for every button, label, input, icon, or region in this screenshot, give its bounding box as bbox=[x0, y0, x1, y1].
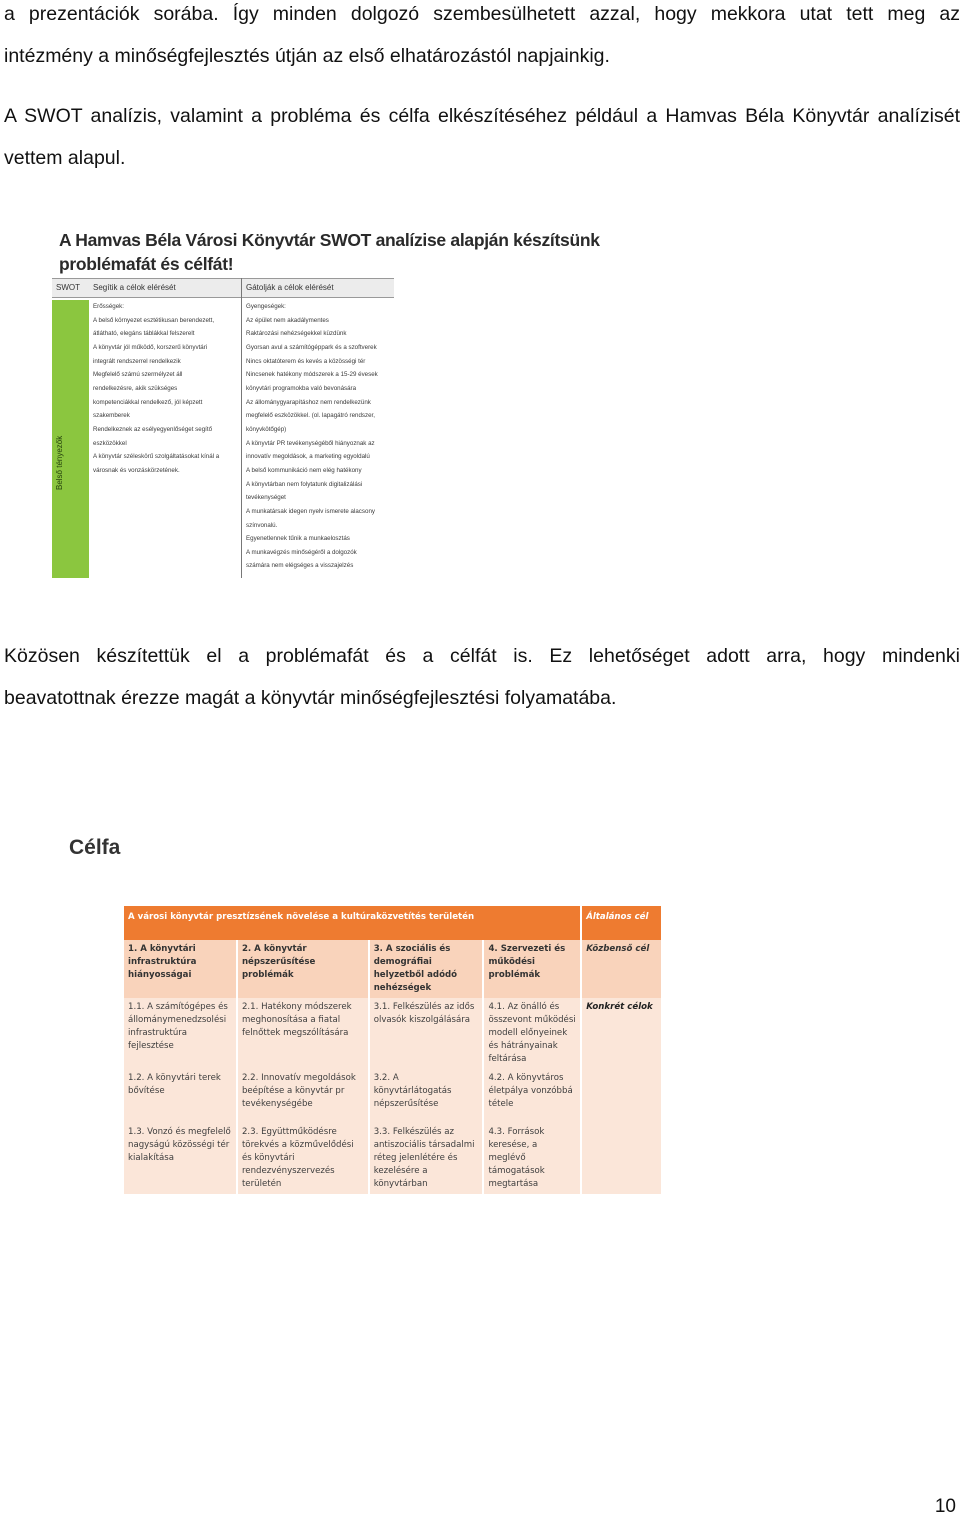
celfa-goal-1-1: 1.1. A számítógépes és állománymenedzsolési infrastruktúra fejlesztése bbox=[124, 998, 237, 1069]
celfa-concrete-row-1 bbox=[124, 998, 662, 1069]
strength-item: kompetenciákkal rendelkező, jól képzett bbox=[93, 398, 203, 406]
weakness-item: Gyorsan avul a számítógéppark és a szoftverek bbox=[246, 343, 377, 351]
swot-table bbox=[52, 278, 394, 578]
weakness-item: Az épület nem akadálymentes bbox=[246, 316, 329, 324]
celfa-intermediate-3: 3. A szociális és demográfiai helyzetből adódó nehézségek bbox=[369, 940, 484, 998]
celfa-concrete-row-3 bbox=[124, 1123, 662, 1194]
swot-weaknesses bbox=[242, 300, 394, 578]
celfa-goal-1-2: 1.2. A könyvtári terek bővítése bbox=[124, 1069, 237, 1123]
swot-internal-factors-band bbox=[52, 300, 89, 578]
celfa-table bbox=[124, 906, 663, 1194]
intro-line-2: intézmény a minőségfejlesztés útján az első elhatározástól napjainkig. bbox=[4, 45, 610, 67]
celfa-goal-4-2: 4.2. A könyvtáros életpálya vonzóbbá tétele bbox=[483, 1069, 581, 1123]
weakness-item: A munkatársak idegen nyelv ismerete alacsony bbox=[246, 507, 375, 515]
weakness-item: A belső kommunikáció nem elég hatékony bbox=[246, 466, 362, 474]
celfa-intermediate-row bbox=[124, 940, 662, 998]
celfa-goal-3-2: 3.2. A könyvtárlátogatás népszerűsítése bbox=[369, 1069, 484, 1123]
celfa-empty-cell bbox=[581, 1123, 662, 1194]
swot-side-label: Belső tényezők bbox=[55, 435, 64, 490]
celfa-general-row bbox=[124, 906, 662, 940]
weakness-item: innovatív megoldások, a marketing egyoldalú bbox=[246, 453, 370, 461]
celfa-general-goal: A városi könyvtár presztízsének növelése a kultúraközvetítés területén bbox=[124, 906, 581, 940]
middle-line-2: beavatottnak érezze magát a könyvtár minőségfejlesztési folyamatába. bbox=[4, 687, 617, 709]
strength-item: városnak és vonzáskörzetének. bbox=[93, 466, 180, 474]
swot-intro-line-1: A SWOT analízis, valamint a probléma és célfa elkészítéséhez például a Hamvas Béla Könyvtár analízisét bbox=[4, 105, 960, 127]
celfa-general-label: Általános cél bbox=[581, 906, 662, 940]
weakness-item: A könyvtár PR tevékenységéből hiányoznak az bbox=[246, 439, 375, 447]
weakness-item: számára nem elégséges a visszajelzés bbox=[246, 562, 354, 570]
weakness-item: megfelelő eszközökkel. (ol. lapagátró rendszer, bbox=[246, 412, 375, 420]
strength-item: A könyvtár széleskörű szolgáltatásokat kínál a bbox=[93, 453, 220, 461]
weakness-item: A könyvtárban nem folytatunk digitalizálási bbox=[246, 480, 363, 488]
weakness-item: Az állománygyarapításhoz nem rendelkezünk bbox=[246, 398, 371, 406]
swot-title-line-2: problémafát és célfát! bbox=[59, 254, 234, 274]
celfa-intermediate-2: 2. A könyvtár népszerűsítése problémák bbox=[237, 940, 369, 998]
celfa-goal-2-2: 2.2. Innovatív megoldások beépítése a könyvtár pr tevékenységébe bbox=[237, 1069, 369, 1123]
strength-item: eszközökkel bbox=[93, 439, 127, 447]
swot-intro-line-2: vettem alapul. bbox=[4, 147, 126, 169]
celfa-intermediate-4: 4. Szervezeti és működési problémák bbox=[483, 940, 581, 998]
strength-item: rendelkezésre, akik szükséges bbox=[93, 384, 178, 392]
weakness-item: könyvtári programokba való bevonására bbox=[246, 384, 357, 392]
middle-line-1: Közösen készítettük el a problémafát és a célfát is. Ez lehetőséget adott arra, hogy mindenki bbox=[4, 645, 960, 667]
weakness-item: színvonalú. bbox=[246, 521, 278, 529]
celfa-title: Célfa bbox=[69, 836, 121, 859]
swot-title bbox=[59, 228, 619, 276]
weakness-item: Nincsenek hatékony módszerek a 15-29 évesek bbox=[246, 371, 378, 379]
strength-item: szakemberek bbox=[93, 412, 130, 420]
middle-paragraph bbox=[4, 635, 960, 719]
swot-head-right: Gátolják a célok elérését bbox=[242, 278, 394, 298]
strength-item: Rendelkeznek az esélyegyenlőséget segítő bbox=[93, 425, 213, 433]
weakness-item: tevékenységet bbox=[246, 494, 286, 502]
celfa-goal-4-1: 4.1. Az önálló és összevont működési modell előnyeinek és hátrányainak feltárása bbox=[483, 998, 581, 1069]
celfa-goal-3-3: 3.3. Felkészülés az antiszociális társadalmi réteg jelenlétére és kezelésére a könyvtárban bbox=[369, 1123, 484, 1194]
swot-title-line-1: A Hamvas Béla Városi Könyvtár SWOT analízise alapján készítsünk bbox=[59, 230, 600, 250]
celfa-intermediate-label: Közbenső cél bbox=[581, 940, 662, 998]
celfa-goal-3-1: 3.1. Felkészülés az idős olvasók kiszolgálására bbox=[369, 998, 484, 1069]
weakness-item: A munkavégzés minőségéről a dolgozók bbox=[246, 548, 357, 556]
celfa-goal-4-3: 4.3. Források keresése, a meglévő támogatások megtartása bbox=[483, 1123, 581, 1194]
strength-item: átlátható, elegáns táblákkal felszerelt bbox=[93, 330, 195, 338]
strength-item: A belső környezet esztétikusan berendezett, bbox=[93, 316, 215, 324]
weakness-item: Gyengeségek: bbox=[246, 303, 286, 310]
celfa-concrete-label: Konkrét célok bbox=[581, 998, 662, 1069]
intro-paragraph bbox=[4, 0, 960, 77]
celfa-concrete-row-2 bbox=[124, 1069, 662, 1123]
celfa-goal-2-1: 2.1. Hatékony módszerek meghonosítása a fiatal felnőttek megszólítására bbox=[237, 998, 369, 1069]
swot-strengths bbox=[89, 300, 241, 578]
celfa-figure bbox=[68, 832, 668, 1197]
weakness-item: könyvkötőgép) bbox=[246, 425, 287, 433]
celfa-goal-2-3: 2.3. Együttműködésre törekvés a közművelődési és könyvtári rendezvényszervezés területén bbox=[237, 1123, 369, 1194]
intro-line-1: a prezentációk sorába. Így minden dolgozó szembesülhetett azzal, hogy mekkora utat tett meg az bbox=[4, 3, 960, 25]
weakness-item: Raktározási nehézségekkel küzdünk bbox=[246, 330, 347, 338]
celfa-empty-cell bbox=[581, 1069, 662, 1123]
swot-head-left: Segítik a célok elérését bbox=[89, 278, 241, 298]
strength-item: A könyvtár jól működő, korszerű könyvtári bbox=[93, 343, 208, 351]
strength-item: Megfelelő számú szermélyzet áll bbox=[93, 371, 183, 379]
swot-figure bbox=[52, 226, 612, 580]
strength-item: integrált rendszerrel rendelkezik bbox=[93, 357, 181, 365]
celfa-intermediate-1: 1. A könyvtári infrastruktúra hiányosságai bbox=[124, 940, 237, 998]
celfa-goal-1-3: 1.3. Vonzó és megfelelő nagyságú közösségi tér kialakítása bbox=[124, 1123, 237, 1194]
page-number: 10 bbox=[934, 1496, 956, 1517]
strength-item: Erősségek: bbox=[93, 303, 124, 310]
weakness-item: Nincs oktatóterem és kevés a közösségi tér bbox=[246, 357, 366, 365]
weakness-item: Egyenetlennek tűnik a munkaelosztás bbox=[246, 535, 350, 543]
swot-intro-paragraph bbox=[4, 95, 960, 179]
swot-head-label: SWOT bbox=[52, 278, 89, 298]
